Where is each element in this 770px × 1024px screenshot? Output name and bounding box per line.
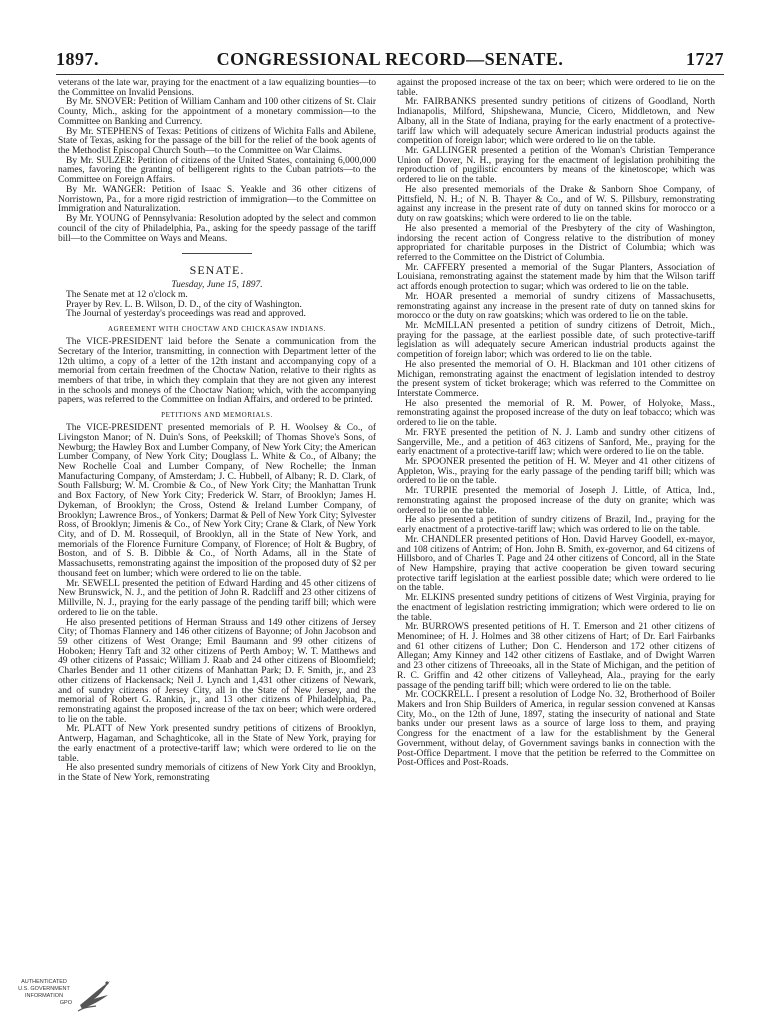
- paragraph: Mr. FAIRBANKS presented sundry petitions of citizens of Goodland, North Indianapolis, Milford, Shipshewana, Muncie, Cicero, Middletown, and New Albany, all in the State of Indiana, praying for the early enactment of a protective-tariff law which will adequately secure American industrial products against the competition of foreign labor; which were ordered to lie on the table.: [397, 97, 715, 147]
- senate-heading: SENATE.: [189, 263, 245, 278]
- paragraph: By Mr. STEPHENS of Texas: Petitions of citizens of Wichita Falls and Abilene, State of Texas, asking for the passage of the bill for the relief of the book agents of the Methodist Episcopal Church South—to the Committee on War Claims.: [58, 126, 376, 157]
- paragraph: Mr. FRYE presented the petition of N. J. Lamb and sundry other citizens of Sangerville, Me., and a petition of 463 citizens of Sanford, Me., praying for the early enactment of a protective-tariff law; which were ordered to lie on the table.: [397, 427, 715, 458]
- paragraph: Mr. HOAR presented a memorial of sundry citizens of Massachusetts, remonstrating against any increase in the present rate of duty on tanned skins for morocco or the duty on raw goatskins; which was ordered to lie on the table.: [397, 291, 715, 322]
- opening-line: Prayer by Rev. L. B. Wilson, D. D., of the city of Washington.: [66, 299, 302, 310]
- paragraph: By Mr. WANGER: Petition of Isaac S. Yeakle and 36 other citizens of Norristown, Pa., for a more rigid restriction of immigration—to the Committee on Immigration and Naturalization.: [58, 184, 376, 215]
- subheading-petitions: PETITIONS AND MEMORIALS.: [161, 411, 273, 420]
- header-rule: [56, 74, 724, 75]
- paragraph: He also presented the memorial of R. M. Power, of Holyoke, Mass., remonstrating against the proposed increase of the duty on leaf tobacco; which was ordered to lie on the table.: [397, 398, 715, 429]
- paragraph: The VICE-PRESIDENT laid before the Senate a communication from the Secretary of the Interior, transmitting, in connection with Department letter of the 12th ultimo, a copy of a letter of the 12th instant and accompanying copy of a memorial from certain freedmen of the Choctaw Nation, relative to their rights as members of that tribe, in which they complain that they are not given any interest in the schools and moneys of the Choctaw Nation; which, with the accompanying papers, was referred to the Committee on Indian Affairs, and ordered to be printed.: [58, 337, 376, 406]
- paragraph: He also presented memorials of the Drake & Sanborn Shoe Company, of Pittsfield, N. H.; of N. B. Thayer & Co., and of W. S. Pillsbury, remonstrating against any increase in the present rate of duty on tanned skins for morocco or a duty on raw goatskins; which were ordered to lie on the table.: [397, 184, 715, 225]
- paragraph: He also presented petitions of Herman Strauss and 149 other citizens of Jersey City; of Thomas Flannery and 146 other citizens of Bayonne; of John Jacobson and 59 other citizens of West Orange; Emil Baumann and 99 other citizens of Hoboken; Henry Taft and 32 other citizens of Perth Amboy; W. T. Matthews and 49 other citizens of Passaic; William J. Raab and 24 other citizens of Bloomfield; Charles Bender and 11 other citizens of Manhattan Park; D. F. Smith, jr., and 23 other citizens of Hackensack; Neil J. Lynch and 1,431 other citizens of Newark, and of sundry citizens of Jersey City, all in the State of New Jersey, and the memorial of Robert G. Rankin, jr., and 13 other citizens of Philadelphia, Pa., remonstrating against the proposed increase of the tax on beer; which were ordered to lie on the table.: [58, 617, 376, 725]
- header-title: CONGRESSIONAL RECORD—SENATE.: [216, 49, 564, 69]
- paragraph: Mr. SEWELL presented the petition of Edward Harding and 45 other citizens of New Brunswick, N. J., and the petition of John R. Radcliff and 23 other citizens of Millville, N. J., praying for the early passage of the pending tariff bill; which were ordered to lie on the table.: [58, 578, 376, 618]
- paragraph: Mr. GALLINGER presented a petition of the Woman's Christian Temperance Union of Dover, N. H., praying for the enactment of legislation prohibiting the reproduction of pugilistic encounters by means of the kinetoscope; which was ordered to lie on the table.: [397, 146, 715, 186]
- opening-line: The Journal of yesterday's proceedings was read and approved.: [66, 309, 306, 320]
- paragraph: Mr. McMILLAN presented a petition of sundry citizens of Detroit, Mich., praying for the passage, at the earliest possible date, of such protective-tariff legislation as will adequately secure American industrial products against the competition of foreign labor; which was ordered to lie on the table.: [397, 320, 715, 361]
- gpo-eagle-icon: [74, 977, 114, 1015]
- paragraph: The VICE-PRESIDENT presented memorials of P. H. Woolsey & Co., of Livingston Manor; of N. Duin's Sons, of Peekskill; of Thomas Shove's Sons, of Newburg; the Hawley Box and Lumber Company, of New York City; the American Lumber Company, of New York City; Douglass L. White & Co., of Albany; the New Rochelle Coal and Lumber Company, of New Rochelle; the Inman Manufacturing Company, of Amsterdam; J. C. Hubbell, of Albany; R. D. Clark, of South Fallsburg; W. M. Crombie & Co., of New York City; the Manhattan Trunk and Box Factory, of New York City; Frederick W. Starr, of Brooklyn; James H. Dykeman, of Brooklyn; the Cross, Ostend & Ireland Lumber Company, of Brooklyn; Lawrence Bros., of Yonkers; Darmat & Pell of New York City; Sylvester Ross, of Brooklyn; Jimenis & Co., of New York City; Crane & Clark, of New York City, and of D. M. Rossequil, of Brooklyn, all in the State of New York, and memorials of the Florence Furniture Company, of Florence; of Holt & Bugbry, of Boston, and of S. B. Dibble & Co., of North Adams, all in the State of Massachusetts, remonstrating against the imposition of the proposed duty of $2 per thousand feet on lumber; which were ordered to lie on the table.: [58, 423, 376, 579]
- left-column: [58, 79, 376, 957]
- paragraph: veterans of the late war, praying for the enactment of a law equalizing bounties—to the Committee on Invalid Pensions.: [58, 79, 376, 98]
- opening-line: The Senate met at 12 o'clock m.: [66, 289, 188, 300]
- paragraph: Mr. SPOONER presented the petition of H. W. Meyer and 41 other citizens of Appleton, Wis., praying for the early passage of the pending tariff bill; which was ordered to lie on the table.: [397, 457, 715, 487]
- paragraph: Mr. COCKRELL. I present a resolution of Lodge No. 32, Brotherhood of Boiler Makers and Iron Ship Builders of America, in regular session convened at Kansas City, Mo., on the 12th of June, 1897, stating the insecurity of national and State banks under our present laws as a source of large loss to them, and praying Congress for the enactment of a law for the establishment by the General Government, without delay, of Government savings banks in connection with the Post-Office Department. I move that the petition be referred to the Committee on Post-Offices and Post-Roads.: [397, 690, 715, 769]
- paragraph: Mr. BURROWS presented petitions of H. T. Emerson and 21 other citizens of Menominee; of H. J. Holmes and 38 other citizens of Hart; of Dr. Earl Fairbanks and 61 other citizens of Luther; Don C. Henderson and 172 other citizens of Allegan; Amy Kinney and 142 other citizens of Eastlake, and of Dwight Warren and 23 other citizens of Threeoaks, all in the State of Michigan, and the petition of R. C. Griffin and 42 other citizens of Valleyhead, Ala., praying for the early passage of the pending tariff bill; which were ordered to lie on the table.: [397, 622, 715, 691]
- gpo-authentication-logo: [14, 977, 114, 1015]
- paragraph: By Mr. SNOVER: Petition of William Canham and 100 other citizens of St. Clair County, Mich., asking for the appointment of a monetary commission—to the Committee on Banking and Currency.: [58, 97, 376, 127]
- paragraph: He also presented a petition of sundry citizens of Brazil, Ind., praying for the early enactment of a protective-tariff law; which was ordered to lie on the table.: [397, 515, 715, 536]
- paragraph: Mr. CAFFERY presented a memorial of the Sugar Planters, Association of Louisiana, remonstrating against the statement made by him that the Wilson tariff act affords enough protection to sugar; which was ordered to lie on the table.: [397, 262, 715, 293]
- subheading-choctaw: AGREEMENT WITH CHOCTAW AND CHICKASAW INDIANS.: [107, 325, 327, 334]
- right-column: [397, 79, 715, 957]
- page-header: [56, 48, 724, 70]
- paragraph: He also presented sundry memorials of citizens of New York City and Brooklyn, in the State of New York, remonstrating: [58, 763, 376, 783]
- paragraph: against the proposed increase of the tax on beer; which were ordered to lie on the table.: [397, 79, 715, 98]
- paragraph: Mr. ELKINS presented sundry petitions of citizens of West Virginia, praying for the enactment of legislation restricting immigration; which were ordered to lie on the table.: [397, 593, 715, 623]
- paragraph: He also presented the memorial of O. H. Blackman and 101 other citizens of Michigan, remonstrating against the enactment of legislation intended to destroy the present system of ticket brokerage; which was referred to the Committee on Interstate Commerce.: [397, 359, 715, 399]
- header-page-number: 1727: [686, 49, 724, 69]
- paragraph: Mr. CHANDLER presented petitions of Hon. David Harvey Goodell, ex-mayor, and 108 citizens of Antrim; of Hon. John B. Smith, ex-governor, and 64 citizens of Hillsboro, and of Charles T. Page and 24 other citizens of Concord, all in the State of New Hampshire, praying that active cooperation be given toward securing protective tariff legislation at the earliest possible date; which were ordered to lie on the table.: [397, 534, 715, 594]
- date-line: Tuesday, June 15, 1897.: [171, 280, 263, 291]
- paragraph: By Mr. SULZER: Petition of citizens of the United States, containing 6,000,000 names, favoring the granting of belligerent rights to the Cuban patriots—to the Committee on Foreign Affairs.: [58, 155, 376, 186]
- paragraph: He also presented a memorial of the Presbytery of the city of Washington, indorsing the recent action of Congress relative to the distribution of money appropriated for charitable purposes in the District of Columbia; which was referred to the Committee on the District of Columbia.: [397, 223, 715, 263]
- header-year: 1897.: [56, 49, 99, 69]
- paragraph: By Mr. YOUNG of Pennsylvania: Resolution adopted by the select and common council of the city of Philadelphia, Pa., asking for the speedy passage of the tariff bill—to the Committee on Ways and Means.: [58, 214, 376, 244]
- paragraph: Mr. PLATT of New York presented sundry petitions of citizens of Brooklyn, Antwerp, Hagaman, and Schaghticoke, all in the State of New York, praying for the early enactment of a protective-tariff law; which were ordered to lie on the table.: [58, 724, 376, 764]
- gpo-logo-text: AUTHENTICATED U.S. GOVERNMENT INFORMATION GPO: [18, 979, 72, 1006]
- paragraph: Mr. TURPIE presented the memorial of Joseph J. Little, of Attica, Ind., remonstrating against the proposed increase of the duty on granite; which was ordered to lie on the table.: [397, 486, 715, 516]
